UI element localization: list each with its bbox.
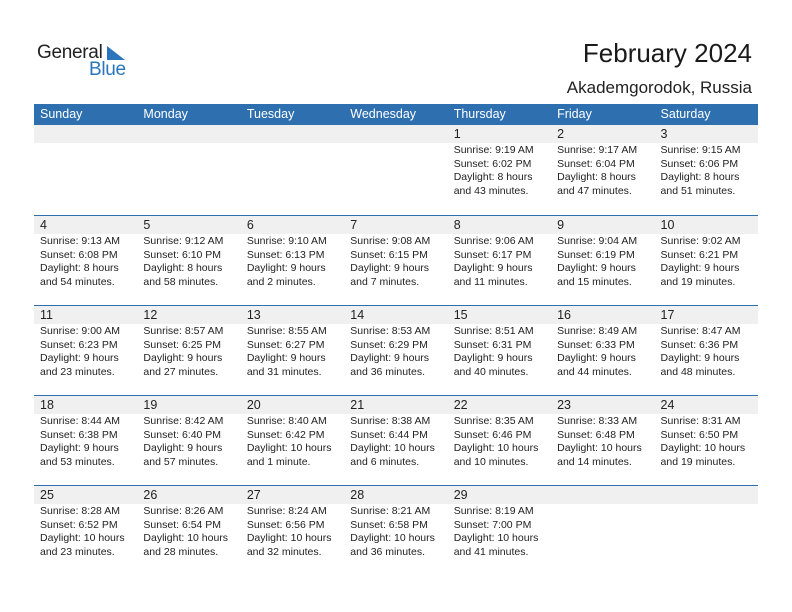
day-number: 29 [453, 488, 468, 502]
sunset-text: Sunset: 6:58 PM [350, 518, 428, 531]
week-row [34, 215, 758, 305]
weekday-saturday: Saturday [660, 107, 711, 121]
sunrise-text: Sunrise: 8:33 AM [557, 415, 638, 427]
day-number: 6 [246, 218, 254, 232]
logo-text-blue: Blue [89, 59, 126, 80]
sunrise-text: Sunrise: 8:47 AM [660, 325, 741, 337]
sunset-text: Sunset: 6:17 PM [453, 248, 532, 261]
sunrise-text: Sunrise: 8:26 AM [143, 505, 224, 517]
daylight-text: Daylight: 9 hours [660, 262, 740, 274]
sunset-text: Sunset: 6:19 PM [557, 248, 635, 261]
sunrise-text: Sunrise: 9:08 AM [350, 235, 431, 247]
sunset-text: Sunset: 6:52 PM [40, 518, 118, 531]
sunset-text: Sunset: 7:00 PM [453, 518, 532, 531]
daylight-text: Daylight: 10 hours [660, 442, 746, 454]
day-number: 1 [453, 127, 461, 141]
day-number: 14 [350, 308, 365, 322]
daylight-minutes: and 47 minutes. [557, 184, 632, 197]
daylight-text: Daylight: 9 hours [40, 352, 119, 364]
sunset-text: Sunset: 6:38 PM [40, 428, 118, 441]
daylight-text: Daylight: 9 hours [143, 352, 223, 364]
day-cell [448, 324, 551, 379]
sunset-text: Sunset: 6:13 PM [246, 248, 325, 261]
sunrise-text: Sunrise: 9:15 AM [660, 144, 741, 156]
daylight-minutes: and 23 minutes. [40, 365, 115, 378]
daylight-text: Daylight: 10 hours [350, 532, 435, 544]
day-number: 12 [143, 308, 158, 322]
daylight-text: Daylight: 8 hours [453, 171, 533, 183]
day-number: 26 [143, 488, 158, 502]
day-cell [34, 414, 137, 469]
daylight-text: Daylight: 9 hours [246, 352, 326, 364]
sunrise-text: Sunrise: 8:38 AM [350, 415, 431, 427]
date-strip [34, 486, 758, 504]
day-cell [137, 324, 240, 379]
sunset-text: Sunset: 6:50 PM [660, 428, 739, 441]
daylight-minutes: and 41 minutes. [453, 545, 529, 558]
page-title: February 2024 [582, 38, 752, 68]
daylight-text: Daylight: 10 hours [246, 532, 332, 544]
sunrise-text: Sunrise: 8:40 AM [246, 415, 327, 427]
sunrise-text: Sunrise: 8:19 AM [453, 505, 534, 517]
daylight-text: Daylight: 8 hours [557, 171, 636, 183]
daylight-text: Daylight: 10 hours [40, 532, 125, 544]
day-cell [551, 414, 654, 469]
daylight-text: Daylight: 8 hours [40, 262, 119, 274]
daylight-text: Daylight: 9 hours [143, 442, 223, 454]
day-number: 28 [350, 488, 365, 502]
daylight-minutes: and 36 minutes. [350, 545, 425, 558]
day-number: 8 [453, 218, 461, 232]
daylight-minutes: and 27 minutes. [143, 365, 219, 378]
day-cell [551, 504, 654, 559]
day-cell [137, 414, 240, 469]
day-cell [137, 234, 240, 289]
daylight-minutes: and 28 minutes. [143, 545, 219, 558]
daylight-text: Daylight: 8 hours [660, 171, 740, 183]
day-cell [344, 234, 447, 289]
logo-text-general: General [37, 42, 103, 63]
day-cell [655, 324, 758, 379]
daylight-text: Daylight: 10 hours [557, 442, 642, 454]
weekday-sunday: Sunday [40, 107, 83, 121]
sunrise-text: Sunrise: 8:35 AM [453, 415, 534, 427]
day-cell [655, 234, 758, 289]
daylight-minutes: and 32 minutes. [246, 545, 322, 558]
day-number: 15 [453, 308, 468, 322]
day-details-row [34, 324, 758, 379]
daylight-text: Daylight: 9 hours [350, 352, 430, 364]
daylight-minutes: and 15 minutes. [557, 275, 632, 288]
sunrise-text: Sunrise: 8:53 AM [350, 325, 431, 337]
date-strip [34, 125, 758, 143]
weekday-friday: Friday [557, 107, 592, 121]
sunset-text: Sunset: 6:10 PM [143, 248, 222, 261]
day-cell [34, 143, 137, 198]
day-number: 7 [350, 218, 358, 232]
daylight-text: Daylight: 10 hours [143, 532, 229, 544]
daylight-minutes: and 44 minutes. [557, 365, 632, 378]
daylight-text: Daylight: 10 hours [350, 442, 435, 454]
day-cell [344, 414, 447, 469]
logo-triangle-icon [107, 46, 125, 60]
daylight-text: Daylight: 9 hours [557, 352, 636, 364]
day-cell [137, 504, 240, 559]
sunset-text: Sunset: 6:06 PM [660, 157, 739, 170]
day-cell [241, 324, 344, 379]
sunset-text: Sunset: 6:40 PM [143, 428, 222, 441]
day-cell [344, 143, 447, 198]
week-row [34, 395, 758, 485]
sunset-text: Sunset: 6:23 PM [40, 338, 118, 351]
daylight-minutes: and 54 minutes. [40, 275, 115, 288]
day-number: 17 [660, 308, 675, 322]
date-strip [34, 306, 758, 324]
daylight-text: Daylight: 9 hours [660, 352, 740, 364]
generalblue-logo [37, 42, 137, 82]
day-number: 5 [143, 218, 151, 232]
sunrise-text: Sunrise: 9:12 AM [143, 235, 224, 247]
day-cell [448, 143, 551, 198]
day-number: 23 [557, 398, 572, 412]
daylight-text: Daylight: 10 hours [246, 442, 332, 454]
day-cell [655, 504, 758, 559]
daylight-minutes: and 7 minutes. [350, 275, 420, 288]
daylight-text: Daylight: 9 hours [40, 442, 119, 454]
location-subtitle: Akademgorodok, Russia [566, 78, 752, 97]
day-number: 22 [453, 398, 468, 412]
daylight-minutes: and 43 minutes. [453, 184, 529, 197]
daylight-minutes: and 6 minutes. [350, 455, 420, 468]
daylight-minutes: and 19 minutes. [660, 455, 736, 468]
day-cell [551, 324, 654, 379]
sunset-text: Sunset: 6:54 PM [143, 518, 222, 531]
day-cell [448, 504, 551, 559]
daylight-minutes: and 1 minute. [246, 455, 311, 468]
sunset-text: Sunset: 6:25 PM [143, 338, 222, 351]
day-number: 3 [660, 127, 668, 141]
day-cell [551, 143, 654, 198]
sunrise-text: Sunrise: 8:55 AM [246, 325, 327, 337]
weeks-container [34, 125, 758, 575]
day-number: 2 [557, 127, 565, 141]
sunset-text: Sunset: 6:27 PM [246, 338, 325, 351]
daylight-text: Daylight: 9 hours [557, 262, 636, 274]
sunrise-text: Sunrise: 8:44 AM [40, 415, 120, 427]
weekday-header [34, 104, 758, 125]
week-row [34, 485, 758, 575]
sunrise-text: Sunrise: 9:13 AM [40, 235, 120, 247]
day-number: 20 [246, 398, 261, 412]
day-number: 24 [660, 398, 675, 412]
daylight-minutes: and 23 minutes. [40, 545, 115, 558]
day-number [241, 125, 344, 143]
sunset-text: Sunset: 6:56 PM [246, 518, 325, 531]
day-number [34, 125, 137, 143]
daylight-minutes: and 31 minutes. [246, 365, 322, 378]
day-number: 16 [557, 308, 572, 322]
sunrise-text: Sunrise: 8:28 AM [40, 505, 120, 517]
sunset-text: Sunset: 6:44 PM [350, 428, 428, 441]
day-cell [241, 143, 344, 198]
daylight-text: Daylight: 9 hours [453, 352, 533, 364]
daylight-text: Daylight: 9 hours [453, 262, 533, 274]
day-cell [34, 234, 137, 289]
daylight-text: Daylight: 9 hours [350, 262, 430, 274]
day-cell [344, 324, 447, 379]
day-cell [241, 234, 344, 289]
day-cell [34, 504, 137, 559]
day-number: 9 [557, 218, 565, 232]
weekday-thursday: Thursday [453, 107, 506, 121]
day-cell [655, 414, 758, 469]
calendar-grid [34, 104, 758, 575]
daylight-minutes: and 57 minutes. [143, 455, 219, 468]
day-number [137, 125, 240, 143]
daylight-minutes: and 19 minutes. [660, 275, 736, 288]
weekday-tuesday: Tuesday [246, 107, 295, 121]
weekday-monday: Monday [143, 107, 188, 121]
day-number: 11 [40, 308, 53, 322]
day-number: 27 [246, 488, 261, 502]
day-details-row [34, 143, 758, 198]
daylight-minutes: and 11 minutes. [453, 275, 528, 288]
day-number: 19 [143, 398, 158, 412]
day-number [344, 125, 447, 143]
day-number: 18 [40, 398, 54, 412]
day-cell [448, 234, 551, 289]
date-strip [34, 396, 758, 414]
sunset-text: Sunset: 6:08 PM [40, 248, 118, 261]
daylight-minutes: and 51 minutes. [660, 184, 736, 197]
sunrise-text: Sunrise: 8:24 AM [246, 505, 327, 517]
day-cell [655, 143, 758, 198]
sunset-text: Sunset: 6:46 PM [453, 428, 532, 441]
sunset-text: Sunset: 6:42 PM [246, 428, 325, 441]
sunrise-text: Sunrise: 8:31 AM [660, 415, 741, 427]
day-number: 10 [660, 218, 675, 232]
daylight-minutes: and 36 minutes. [350, 365, 425, 378]
day-cell [551, 234, 654, 289]
sunrise-text: Sunrise: 9:00 AM [40, 325, 120, 337]
sunrise-text: Sunrise: 8:49 AM [557, 325, 638, 337]
daylight-minutes: and 48 minutes. [660, 365, 736, 378]
daylight-minutes: and 10 minutes. [453, 455, 529, 468]
sunrise-text: Sunrise: 8:51 AM [453, 325, 534, 337]
daylight-text: Daylight: 8 hours [143, 262, 223, 274]
day-cell [241, 504, 344, 559]
daylight-minutes: and 53 minutes. [40, 455, 115, 468]
day-number: 13 [246, 308, 261, 322]
sunset-text: Sunset: 6:48 PM [557, 428, 635, 441]
sunset-text: Sunset: 6:21 PM [660, 248, 739, 261]
sunrise-text: Sunrise: 9:04 AM [557, 235, 638, 247]
day-number [655, 486, 758, 504]
day-cell [241, 414, 344, 469]
day-number: 25 [40, 488, 54, 502]
sunset-text: Sunset: 6:33 PM [557, 338, 635, 351]
sunset-text: Sunset: 6:36 PM [660, 338, 739, 351]
sunrise-text: Sunrise: 8:21 AM [350, 505, 431, 517]
sunrise-text: Sunrise: 9:19 AM [453, 144, 534, 156]
day-details-row [34, 234, 758, 289]
day-details-row [34, 414, 758, 469]
daylight-minutes: and 58 minutes. [143, 275, 219, 288]
sunrise-text: Sunrise: 9:10 AM [246, 235, 327, 247]
day-cell [137, 143, 240, 198]
daylight-minutes: and 40 minutes. [453, 365, 529, 378]
sunset-text: Sunset: 6:15 PM [350, 248, 428, 261]
week-row [34, 305, 758, 395]
day-cell [344, 504, 447, 559]
week-row [34, 125, 758, 215]
sunrise-text: Sunrise: 9:02 AM [660, 235, 741, 247]
day-cell [34, 324, 137, 379]
sunrise-text: Sunrise: 9:06 AM [453, 235, 534, 247]
daylight-text: Daylight: 9 hours [246, 262, 326, 274]
sunset-text: Sunset: 6:29 PM [350, 338, 428, 351]
weekday-wednesday: Wednesday [350, 107, 417, 121]
day-cell [448, 414, 551, 469]
date-strip [34, 216, 758, 234]
sunset-text: Sunset: 6:31 PM [453, 338, 532, 351]
daylight-minutes: and 14 minutes. [557, 455, 632, 468]
sunset-text: Sunset: 6:02 PM [453, 157, 532, 170]
daylight-minutes: and 2 minutes. [246, 275, 316, 288]
day-number [551, 486, 654, 504]
daylight-text: Daylight: 10 hours [453, 442, 539, 454]
sunrise-text: Sunrise: 8:42 AM [143, 415, 224, 427]
day-number: 21 [350, 398, 365, 412]
sunset-text: Sunset: 6:04 PM [557, 157, 635, 170]
sunrise-text: Sunrise: 8:57 AM [143, 325, 224, 337]
day-details-row [34, 504, 758, 559]
daylight-text: Daylight: 10 hours [453, 532, 539, 544]
sunrise-text: Sunrise: 9:17 AM [557, 144, 638, 156]
day-number: 4 [40, 218, 47, 232]
